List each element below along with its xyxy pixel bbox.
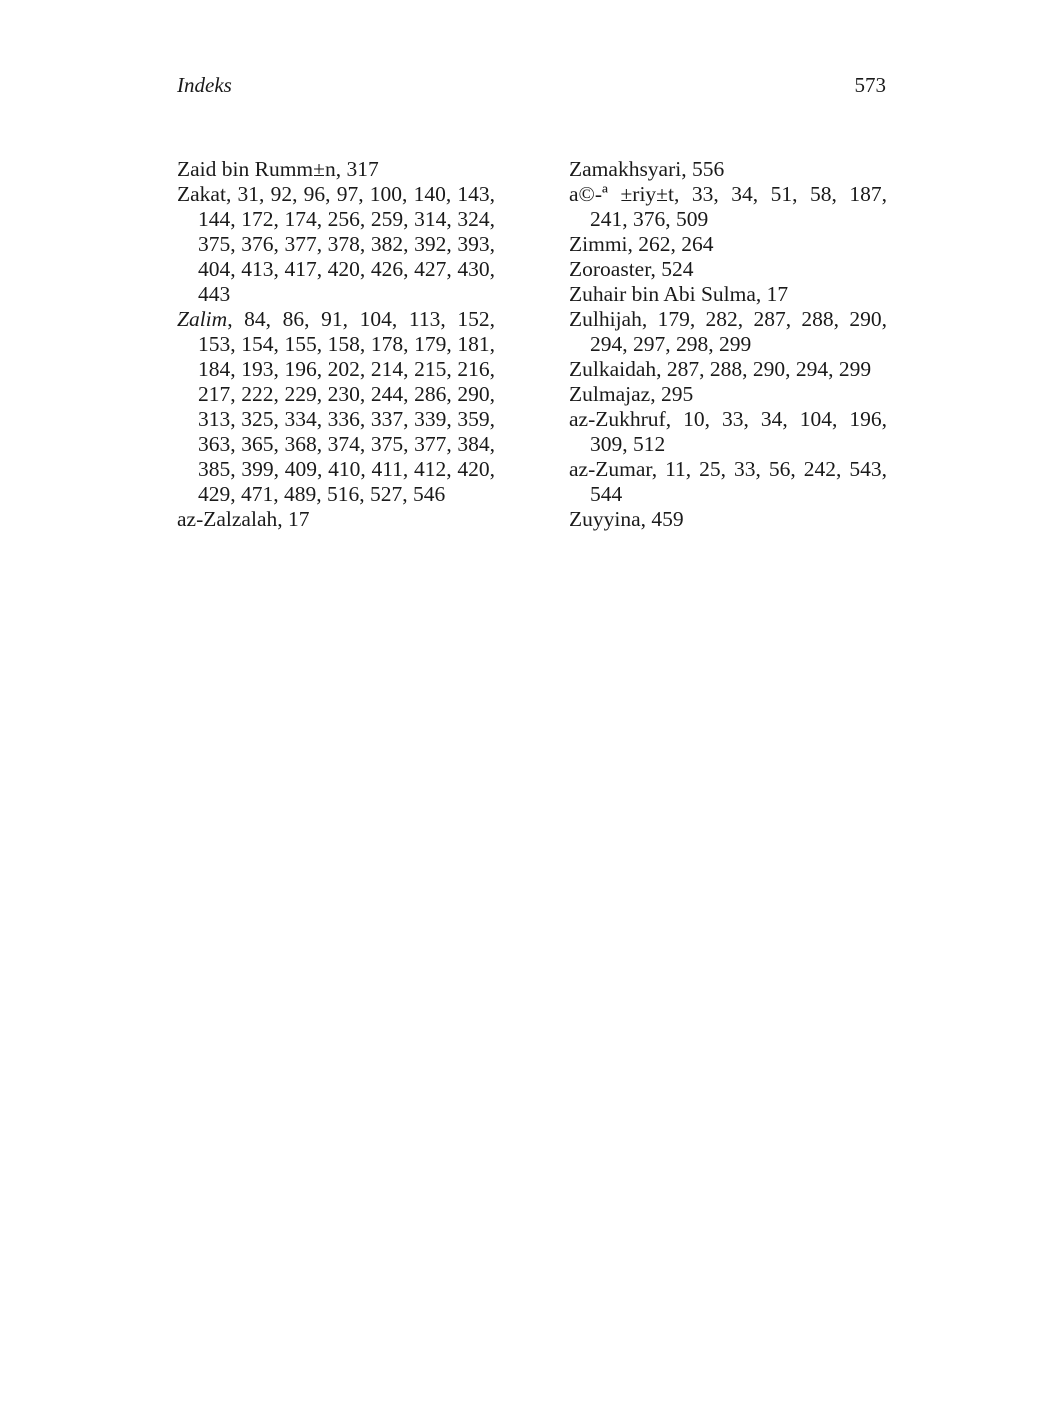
index-pages: , 287, 288, 290, 294, 299 [656,357,872,381]
index-entry [569,457,887,507]
index-pages: , 556 [681,157,725,181]
index-entry [569,182,887,232]
index-term: a©-ª ±riy±t [569,182,674,206]
index-entry [177,307,495,507]
index-column-right [569,157,887,532]
index-term: az-Zalzalah [177,507,278,531]
index-column-left [177,157,495,532]
index-term: Zakat [177,182,226,206]
index-pages: , 17 [755,282,789,306]
index-pages: , 17 [277,507,310,531]
index-pages: , 11, 25, 33, 56, 242, 543, 544 [590,457,887,506]
running-title: Indeks [177,73,232,97]
index-pages: , 31, 92, 96, 97, 100, 140, 143, 144, 172, 174, 256, 259, 314, 324, 375, 376, 377, 378, 382, 392, 393, 404, 413, 417, 420, 426, 427, 430, 443 [198,182,495,306]
index-entry [569,157,887,182]
index-pages: , 524 [650,257,694,281]
index-pages: , 84, 86, 91, 104, 113, 152, 153, 154, 155, 158, 178, 179, 181, 184, 193, 196, 202, 214, 215, 216, 217, 222, 229, 230, 244, 286, 290, 313, 325, 334, 336, 337, 339, 359, 363, 365, 368, 374, 375, 377, 384, 385, 399, 409, 410, 411, 412, 420, 429, 471, 489, 516, 527, 546 [198,307,495,506]
index-term: Zulmajaz [569,382,651,406]
index-pages: , 262, 264 [627,232,714,256]
index-entry [177,182,495,307]
index-entry [569,382,887,407]
index-entry [569,407,887,457]
index-entry [569,307,887,357]
index-term: Zaid bin Rumm±n [177,157,336,181]
page-header [177,70,886,100]
index-entry [569,357,887,382]
index-term: Zamakhsyari [569,157,682,181]
index-pages: , 179, 282, 287, 288, 290, 294, 297, 298, 299 [590,307,887,356]
index-entry [569,282,887,307]
index-term: Zoroaster [569,257,651,281]
index-term: Zimmi [569,232,628,256]
index-term: Zulkaidah [569,357,657,381]
index-pages: , 295 [650,382,694,406]
index-term: Zuhair bin Abi Sulma [569,282,756,306]
index-term: Zalim [177,307,228,331]
index-pages: , 459 [640,507,684,531]
index-pages: , 317 [335,157,379,181]
index-term: az-Zumar [569,457,652,481]
index-pages: , 10, 33, 34, 104, 196, 309, 512 [590,407,887,456]
index-entry [177,507,495,532]
index-entry [569,257,887,282]
index-pages: , 33, 34, 51, 58, 187, 241, 376, 509 [590,182,887,231]
index-term: Zuyyina [569,507,641,531]
index-entry [569,232,887,257]
index-term: Zulhijah [569,307,642,331]
index-entry [177,157,495,182]
index-entry [569,507,887,532]
page-number: 573 [854,73,886,97]
index-term: az-Zukhruf [569,407,666,431]
